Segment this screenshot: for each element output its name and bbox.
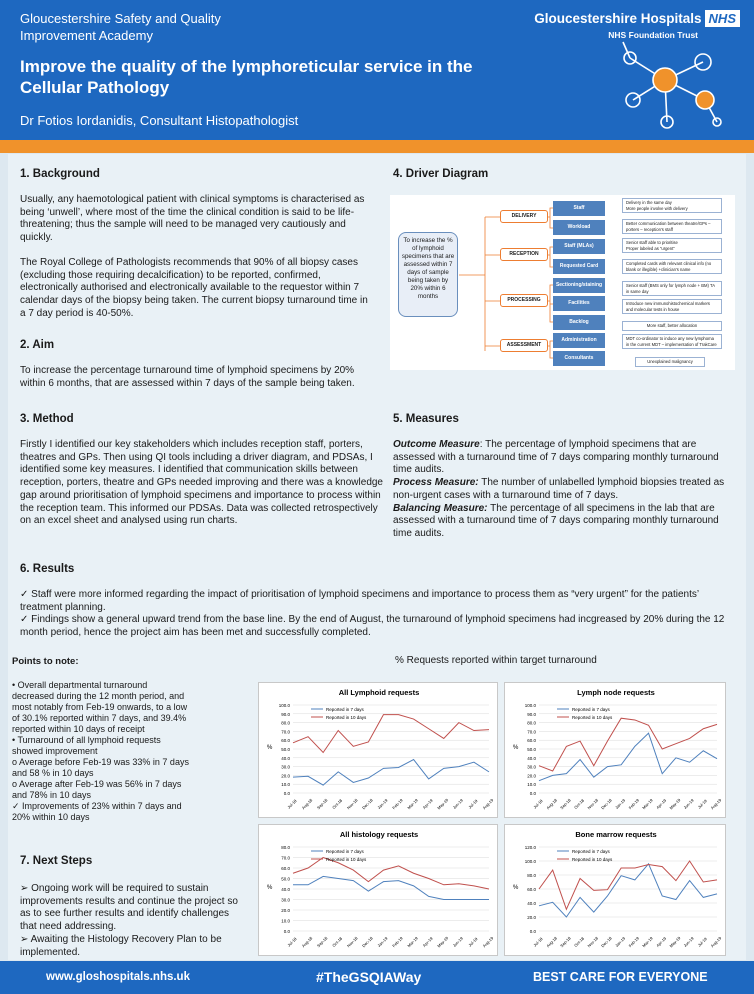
method-heading: 3. Method	[20, 413, 74, 425]
y-tick-label: 50.0	[281, 876, 290, 882]
y-tick-label: 80.0	[281, 720, 290, 726]
x-tick-label: Oct-18	[573, 797, 586, 810]
x-tick-label: Mar-19	[641, 797, 654, 811]
y-tick-label: 30.0	[281, 897, 290, 903]
balancing-text: The percentage of all specimens in the lab that are assessed with a turnaround time of 7 days comparing monthly turnaround time audits.	[393, 502, 719, 539]
legend-label: Reported in 10 days	[572, 856, 613, 862]
chart-bone-marrow-svg	[505, 825, 727, 957]
x-tick-label: Jun-19	[451, 935, 464, 949]
y-tick-label: 40.0	[527, 901, 536, 906]
x-tick-label: Jul-19	[467, 936, 479, 948]
background-text	[20, 194, 375, 320]
series-line	[293, 858, 489, 890]
footer-hashtag: #TheGSQIAWay	[316, 969, 422, 985]
x-tick-label: Jul-19	[467, 798, 479, 810]
series-line	[293, 760, 489, 786]
point-5: ✓ Improvements of 23% within 7 days and 20% within 10 days	[12, 801, 182, 822]
y-tick-label: 60.0	[527, 738, 536, 744]
driver-change-1: Delivery in the same day More people involve with delivery	[622, 198, 722, 213]
next-steps-bullet-1: ➢ Ongoing work will be required to sustain improvements results and continue the project so as to see further results and identify challenges that need addressing.	[20, 883, 238, 933]
trust-logo	[534, 10, 740, 40]
background-p2: The Royal College of Pathologists recommends that 90% of all biopsy cases (excluding those requiring decalcification) to be reported, confirmed, electronically authorised and electronically available to the requestor within 7 calendar days of the biopsy being taken. The current biopsy turnaround time in a 7 day period is 40-50%.	[20, 256, 368, 319]
x-tick-label: Aug-19	[709, 797, 723, 811]
points-list	[12, 680, 190, 823]
footer	[0, 961, 754, 994]
balancing-label: Balancing Measure:	[393, 502, 488, 514]
y-tick-label: 20.0	[527, 773, 536, 779]
next-steps-bullet-2: ➢ Awaiting the Histology Recovery Plan to be implemented.	[20, 933, 222, 958]
x-tick-label: Aug-18	[300, 797, 314, 811]
process-label: Process Measure:	[393, 477, 479, 489]
x-tick-label: Mar-19	[406, 797, 419, 811]
series-line	[293, 715, 489, 753]
driver-secondary-consultants: Consultants	[553, 351, 605, 366]
aim-heading: 2. Aim	[20, 339, 55, 351]
y-tick-label: 10.0	[527, 782, 536, 788]
x-tick-label: Sep-18	[558, 935, 572, 949]
x-tick-label: Jul-19	[696, 798, 708, 810]
y-tick-label: 20.0	[527, 915, 536, 920]
orange-strip	[0, 140, 754, 153]
y-tick-label: 40.0	[281, 887, 290, 892]
x-tick-label: Dec-18	[600, 935, 613, 949]
y-tick-label: 50.0	[281, 747, 290, 752]
legend-label: Reported in 10 days	[572, 714, 613, 720]
driver-aim: To increase the % of lymphoid specimens that are assessed within 7 days of sample being taken by 20% within 6 months	[398, 232, 458, 317]
driver-change-4: Completed cards with relevant clinical info (no blank or illegible) +clinician’s name	[622, 259, 722, 274]
y-tick-label: 70.0	[527, 729, 536, 735]
chart-title: Bone marrow requests	[575, 830, 657, 839]
chart-all-histology-svg	[259, 825, 499, 957]
y-tick-label: 20.0	[281, 908, 290, 913]
y-tick-label: 10.0	[281, 782, 290, 788]
legend-label: Reported in 7 days	[572, 848, 610, 854]
x-tick-label: Jan-19	[613, 935, 627, 949]
poster-title: Improve the quality of the lymphoreticular service in the Cellular Pathology	[20, 57, 473, 97]
x-tick-label: Nov-18	[586, 797, 600, 811]
outcome-label: Outcome Measure	[393, 439, 480, 450]
x-tick-label: Dec-18	[360, 797, 374, 811]
results-bullet-2: ✓ Findings show a general upward trend from the base line. By the end of August, the turnaround of lymphoid specimens had incgreased by 20% during the 12 month period, hence the project aim has been met and successfully completed.	[20, 614, 725, 639]
next-steps-text	[20, 883, 245, 959]
driver-secondary-staff: Staff	[553, 201, 605, 216]
x-tick-label: Aug-19	[481, 797, 495, 811]
y-tick-label: 0.0	[529, 929, 536, 934]
x-tick-label: Sep-18	[315, 935, 329, 949]
y-tick-label: 0.0	[283, 791, 290, 796]
trust-subtitle: NHS Foundation Trust	[608, 30, 698, 40]
footer-slogan: BEST CARE FOR EVERYONE	[533, 970, 708, 984]
process-text: The number of unlabelled lymphoid biopsies treated as non-urgent cases with a turnaround time of 7 days.	[393, 477, 725, 501]
point-1: • Overall departmental turnaround decreased during the 12 month period, and most notably from Feb-19 onwards, to a low of 30.1% reported within 7 days, and 39.4% reported within 10 days of receipt	[12, 680, 188, 734]
method-text: Firstly I identified our key stakeholders which includes reception staff, porters, theatres and GPs. Then using QI tools including a driver diagram, and PDSAs, I identified some key measures. I identified that communication skills between reception, porters, theatre and GPs needed improving and there was a knowledge gap around prioritisation of lymphoid specimens and importance to process within the reception team. This informed our PDSAs. Data was collected retrospectively on an excel sheet and analysed using run charts.	[20, 439, 383, 527]
x-tick-label: May-19	[668, 935, 682, 949]
y-tick-label: 20.0	[281, 773, 290, 779]
measures-heading: 5. Measures	[393, 413, 459, 425]
chart-all-lymphoid-svg	[259, 683, 499, 819]
x-tick-label: Mar-19	[406, 935, 419, 949]
x-tick-label: Apr-19	[421, 935, 434, 948]
y-tick-label: 30.0	[281, 764, 290, 770]
x-tick-label: Jun-19	[451, 797, 464, 811]
chart-title: All histology requests	[339, 830, 419, 839]
chart-lymph-node-svg	[505, 683, 727, 819]
x-tick-label: May-19	[436, 797, 450, 811]
driver-secondary-requested-card: Requested Card	[553, 259, 605, 274]
y-tick-label: 30.0	[527, 764, 536, 770]
y-tick-label: 80.0	[527, 873, 536, 878]
chart-title: All Lymphoid requests	[338, 688, 420, 697]
y-axis-label: %	[267, 745, 273, 751]
x-tick-label: Aug-18	[545, 797, 558, 811]
driver-secondary-administration: Administration	[553, 333, 605, 348]
x-tick-label: Jun-19	[682, 935, 695, 949]
y-tick-label: 50.0	[527, 747, 536, 752]
x-tick-label: Jul-18	[286, 936, 298, 948]
x-tick-label: Oct-18	[331, 797, 344, 810]
x-tick-label: Jan-19	[376, 797, 389, 811]
series-line	[539, 861, 717, 909]
footer-website[interactable]: www.gloshospitals.nhs.uk	[46, 971, 190, 983]
series-line	[293, 876, 489, 899]
x-tick-label: May-19	[436, 935, 450, 949]
header	[0, 0, 754, 140]
x-tick-label: Sep-18	[558, 797, 572, 811]
x-tick-label: Dec-18	[360, 935, 374, 949]
chart-all-histology	[258, 824, 498, 956]
driver-primary-assessment: ASSESSMENT	[500, 339, 548, 352]
y-tick-label: 60.0	[281, 866, 290, 871]
x-tick-label: Jul-18	[286, 798, 298, 810]
chart-title: Lymph node requests	[577, 688, 655, 697]
driver-change-9: Unexplained malignancy	[635, 357, 705, 367]
legend-label: Reported in 10 days	[326, 856, 367, 862]
y-tick-label: 0.0	[529, 791, 536, 796]
x-tick-label: Jun-19	[682, 797, 695, 811]
y-tick-label: 80.0	[281, 845, 290, 850]
points-title: Points to note:	[12, 656, 79, 667]
x-tick-label: Feb-19	[627, 797, 641, 811]
driver-primary-delivery: DELIVERY	[500, 210, 548, 223]
y-tick-label: 100.0	[524, 703, 536, 708]
y-axis-label: %	[267, 885, 273, 891]
x-tick-label: Apr-19	[655, 935, 668, 948]
next-steps-heading: 7. Next Steps	[20, 855, 93, 867]
y-tick-label: 100.0	[278, 703, 290, 708]
aim-text: To increase the percentage turnaround time of lymphoid specimens by 20% within 6 months, that are assessed within 7 days of the sample being taken.	[20, 365, 355, 389]
x-tick-label: Jul-18	[532, 798, 544, 810]
background-p1: Usually, any haemotological patient with clinical symptoms is characterised as being ‘unwell’, where most of the time the clinical condition is said to be life-threatening; thus the sample will need to be managed very cautiously and quickly.	[20, 194, 365, 244]
point-2: • Turnaround of all lymphoid requests showed improvement	[12, 735, 161, 756]
results-bullet-1: ✓ Staff were more informed regarding the impact of prioritisation of lymphoid specimens and importance to process them as “very urgent” for the patients’ treatment planning.	[20, 589, 699, 613]
x-tick-label: Aug-19	[709, 935, 723, 949]
x-tick-label: Oct-18	[331, 935, 344, 948]
series-line	[539, 718, 717, 771]
driver-primary-reception: RECEPTION	[500, 248, 548, 261]
charts-title: % Requests reported within target turnaround	[395, 655, 597, 666]
driver-diagram	[390, 195, 735, 370]
y-tick-label: 40.0	[527, 755, 536, 761]
driver-heading: 4. Driver Diagram	[393, 168, 489, 180]
x-tick-label: Aug-18	[300, 935, 314, 949]
y-tick-label: 0.0	[283, 929, 290, 934]
trust-name: Gloucestershire Hospitals	[534, 11, 702, 27]
x-tick-label: Nov-18	[345, 935, 359, 949]
x-tick-label: Nov-18	[586, 935, 600, 949]
x-tick-label: Sep-18	[315, 797, 329, 811]
nhs-logo: NHS	[705, 10, 740, 27]
academy-name: Gloucestershire Safety and Quality Improvement Academy	[20, 11, 221, 43]
network-icon	[605, 40, 725, 135]
poster-author: Dr Fotios Iordanidis, Consultant Histopathologist	[20, 113, 299, 128]
driver-change-5: Senior staff (BMS only for lymph node + BM) TA in same day	[622, 281, 722, 296]
y-axis-label: %	[513, 745, 519, 751]
x-tick-label: Jan-19	[613, 797, 627, 811]
x-tick-label: May-19	[668, 797, 682, 811]
y-tick-label: 60.0	[527, 887, 536, 892]
background-heading: 1. Background	[20, 168, 100, 180]
x-tick-label: Nov-18	[345, 797, 359, 811]
x-tick-label: Aug-18	[545, 935, 558, 949]
legend-label: Reported in 7 days	[326, 706, 364, 712]
y-axis-label: %	[513, 885, 519, 891]
driver-change-7: More staff, better allocation	[622, 321, 722, 331]
driver-change-8: MDT co-ordinator to induce any new lymphoma in the current MDT – implementation of TrakCare	[622, 334, 722, 349]
y-tick-label: 80.0	[527, 720, 536, 726]
measures-text	[393, 439, 733, 541]
series-line	[539, 864, 717, 917]
chart-bone-marrow	[504, 824, 726, 956]
driver-secondary-workload: Workload	[553, 220, 605, 235]
point-3: o Average before Feb-19 was 33% in 7 days and 58 % in 10 days	[12, 757, 189, 778]
x-tick-label: Jul-19	[696, 936, 708, 948]
y-tick-label: 10.0	[281, 918, 290, 924]
y-tick-label: 70.0	[281, 729, 290, 735]
y-tick-label: 60.0	[281, 738, 290, 744]
driver-primary-processing: PROCESSING	[500, 294, 548, 307]
y-tick-label: 70.0	[281, 855, 290, 861]
x-tick-label: Apr-19	[421, 797, 434, 810]
y-tick-label: 90.0	[527, 711, 536, 717]
driver-secondary-sectioning: Sectioning/staining	[553, 278, 605, 293]
driver-secondary-staff-mlas: Staff (MLAs)	[553, 239, 605, 254]
legend-label: Reported in 7 days	[326, 848, 364, 854]
driver-secondary-facilities: Facilities	[553, 296, 605, 311]
x-tick-label: Feb-19	[391, 797, 404, 811]
x-tick-label: Oct-18	[573, 935, 586, 948]
y-tick-label: 120.0	[524, 845, 536, 850]
driver-change-3: Senior staff able to prioritise Proper labeled as “urgent”	[622, 238, 722, 253]
point-4: o Average after Feb-19 was 56% in 7 days and 78% in 10 days	[12, 779, 182, 800]
y-tick-label: 90.0	[281, 711, 290, 717]
chart-all-lymphoid	[258, 682, 498, 818]
y-tick-label: 100.0	[524, 859, 536, 864]
x-tick-label: Feb-19	[391, 935, 404, 949]
chart-lymph-node	[504, 682, 726, 818]
x-tick-label: Feb-19	[627, 935, 641, 949]
driver-change-2: Better communication between theatre/GPs – porters – reception’s staff	[622, 219, 722, 234]
x-tick-label: Apr-19	[655, 797, 668, 810]
y-tick-label: 40.0	[281, 755, 290, 761]
x-tick-label: Jan-19	[376, 935, 389, 949]
x-tick-label: Jul-18	[532, 936, 544, 948]
outcome-text: : The percentage of lymphoid specimens that are assessed with a turnaround time of 7 days comparing monthly turnaround time audits.	[393, 439, 719, 476]
driver-secondary-backlog: Backlog	[553, 315, 605, 330]
results-heading: 6. Results	[20, 563, 75, 575]
driver-change-6: Introduce new immunohistochemical markers and molecular tests in house	[622, 299, 722, 314]
x-tick-label: Dec-18	[600, 797, 613, 811]
legend-label: Reported in 10 days	[326, 714, 367, 720]
legend-label: Reported in 7 days	[572, 706, 610, 712]
x-tick-label: Mar-19	[641, 935, 654, 949]
results-text	[20, 589, 732, 640]
x-tick-label: Aug-19	[481, 935, 495, 949]
